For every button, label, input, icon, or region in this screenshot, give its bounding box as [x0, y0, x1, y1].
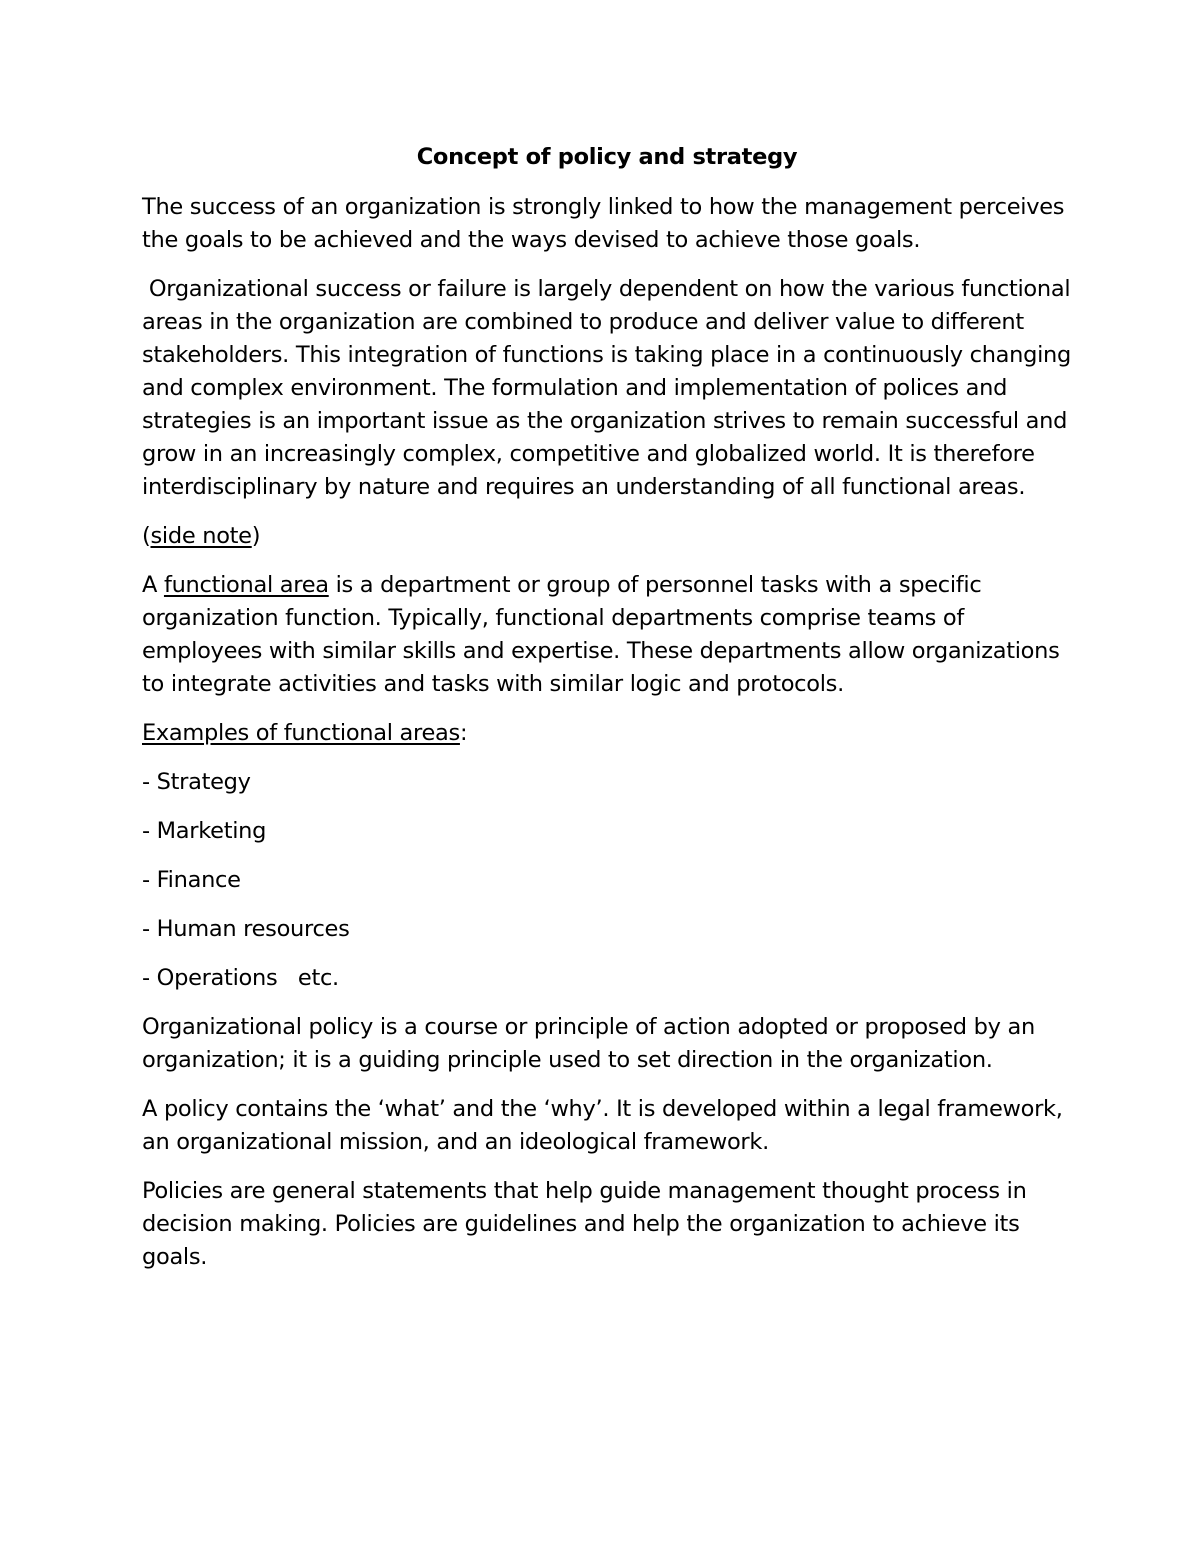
side-note-label: side note [150, 523, 252, 549]
list-item: - Operations etc. [142, 965, 339, 991]
side-note-close: ) [251, 523, 261, 549]
functional-area-definition: is a department or group of personnel tasks with a specific organization function. Typically, functional departments comprise teams of employees with similar skills and expertise. These departments allow organizations to integrate activities and tasks with similar logic and protocols. [142, 572, 1060, 697]
examples-heading [142, 717, 1072, 750]
paragraph-functional-area [142, 569, 1072, 701]
functional-area-prefix: A [142, 572, 164, 598]
list-item: - Marketing [142, 818, 267, 844]
paragraph-success: The success of an organization is strongly linked to how the management perceives the goals to be achieved and the ways devised to achieve those goals. [142, 194, 1065, 253]
leading-space [142, 276, 149, 302]
document-body [142, 141, 1072, 1290]
paragraph-guidelines: Policies are general statements that help guide management thought process in decision making. Policies are guidelines and help the organization to achieve its goals. [142, 1178, 1027, 1270]
paragraph-organizational-policy: Organizational policy is a course or principle of action adopted or proposed by an organization; it is a guiding principle used to set direction in the organization. [142, 1014, 1035, 1073]
paragraph-organizational-success [142, 273, 1072, 504]
document-title: Concept of policy and strategy [416, 144, 798, 170]
list-item: - Strategy [142, 769, 251, 795]
list-item: - Human resources [142, 916, 350, 942]
functional-area-term: functional area [163, 572, 329, 598]
side-note-open: ( [142, 523, 151, 549]
list-item: - Finance [142, 867, 241, 893]
examples-heading-text: Examples of functional areas [142, 720, 460, 746]
paragraph-organizational-success-text: Organizational success or failure is largely dependent on how the various functional areas in the organization are combined to produce and deliver value to different stakeholders. This integration of functions is taking place in a continuously changing and complex environment. The formulation and implementation of polices and strategies is an important issue as the organization strives to remain successful and grow in an increasingly complex, competitive and globalized world. It is therefore interdisciplinary by nature and requires an understanding of all functional areas. [142, 276, 1072, 500]
side-note [142, 520, 1072, 553]
examples-heading-colon: : [459, 720, 468, 746]
paragraph-what-why: A policy contains the ‘what’ and the ‘why’. It is developed within a legal framework, an organizational mission, and an ideological framework. [142, 1096, 1063, 1155]
